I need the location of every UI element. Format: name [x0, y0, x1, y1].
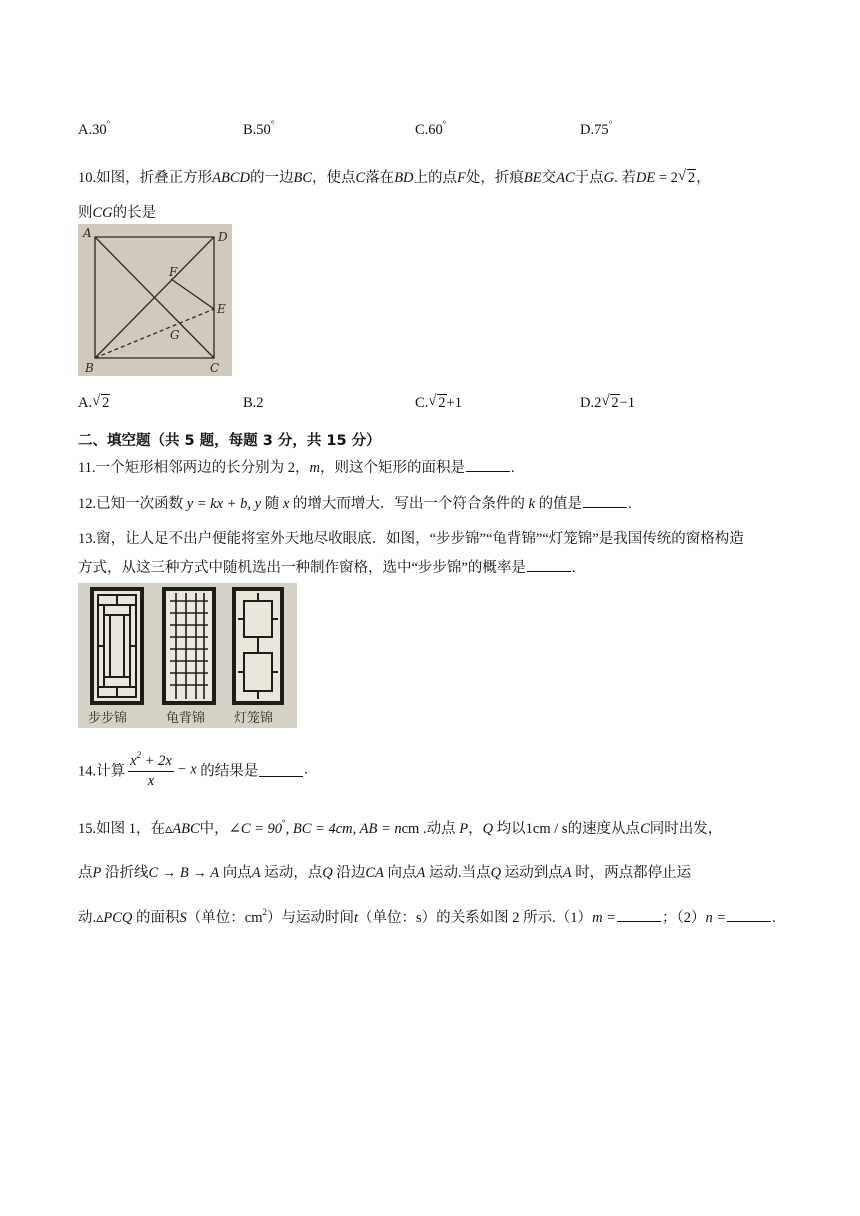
answer-blank-m[interactable] — [617, 909, 661, 922]
answer-blank[interactable] — [259, 764, 303, 777]
q9-option-c: C.60° — [415, 119, 447, 138]
q10-stem-line1: 10.如图，折叠正方形ABCD的一边BC，使点C落在BD上的点F处，折痕BE交AC于点G. 若DE = 2√ 2， — [78, 166, 711, 187]
label-f: F — [169, 265, 178, 279]
answer-blank-n[interactable] — [727, 909, 771, 922]
fold-square-diagram — [78, 224, 232, 376]
q9-option-a: A.30° — [78, 119, 111, 138]
q15-line2: 点P 沿折线C → B → A 向点A 运动，点Q 沿边CA 向点A 运动.当点Q 运动到点A 时，两点都停止运 — [78, 865, 692, 881]
q9-option-d: D.75° — [580, 119, 613, 138]
q14-text: 14.计算 $\frac{x^2 + 2x}{x}$ − x 的结果是 . — [78, 750, 308, 789]
q13-window-photo — [78, 583, 297, 728]
window-label-guibeijin: 龟背锦 — [166, 711, 206, 726]
q10-option-c: C.√ 2+1 — [415, 395, 462, 412]
q15-line3: 动.▵PCQ 的面积S（单位：$cm^2$）与运动时间t（单位：s）的关系如图 2 所示.（1）m = ；（2）n = . — [78, 907, 776, 926]
bubujin-window — [92, 589, 142, 703]
q9-option-b: B.50° — [243, 119, 275, 138]
answer-blank[interactable] — [583, 495, 627, 508]
denglongjin-window — [234, 589, 282, 703]
q14-fraction: $\frac{x^2 + 2x}{x}$ — [130, 750, 172, 789]
window-label-bubujin: 步步锦 — [88, 711, 128, 726]
label-c: C — [210, 361, 220, 375]
q12-text: 12.已知一次函数 y = kx + b, y 随 x 的增大而增大．写出一个符合条件的 k 的值是 . — [78, 496, 632, 512]
label-a: A — [83, 226, 92, 240]
label-b: B — [85, 361, 94, 375]
answer-blank[interactable] — [527, 559, 571, 572]
q10-option-a: A.√ 2 — [78, 395, 110, 412]
q10-stem-line2: 则CG的长是 — [78, 205, 157, 221]
q10-figure — [78, 224, 232, 376]
q10-option-d: D.2√ 2−1 — [580, 395, 635, 412]
q11-text: 11.一个矩形相邻两边的长分别为 2，m，则这个矩形的面积是 . — [78, 460, 515, 476]
section-heading: 二、填空题（共 5 题，每题 3 分，共 15 分） — [78, 433, 381, 449]
q15-line1: 15.如图 1，在▵ABC中，∠C = 90°, BC = 4cm, AB = ncm .动点 P，Q 均以1cm / s的速度从点C同时出发， — [78, 818, 723, 837]
label-d: D — [218, 230, 228, 244]
answer-blank[interactable] — [466, 459, 510, 472]
window-label-denglongjin: 灯笼锦 — [234, 711, 274, 726]
q10-option-b: B.2 — [243, 395, 264, 411]
guibeijin-window — [164, 589, 214, 703]
q13-line1: 13.窗，让人足不出户便能将室外天地尽收眼底．如图，“步步锦”“龟背锦”“灯笼锦”是我国传统的窗格构造 — [78, 531, 744, 547]
label-e: E — [217, 302, 226, 316]
label-g: G — [170, 328, 180, 342]
q13-line2: 方式，从这三种方式中随机选出一种制作窗格，选中“步步锦”的概率是 . — [78, 560, 576, 576]
